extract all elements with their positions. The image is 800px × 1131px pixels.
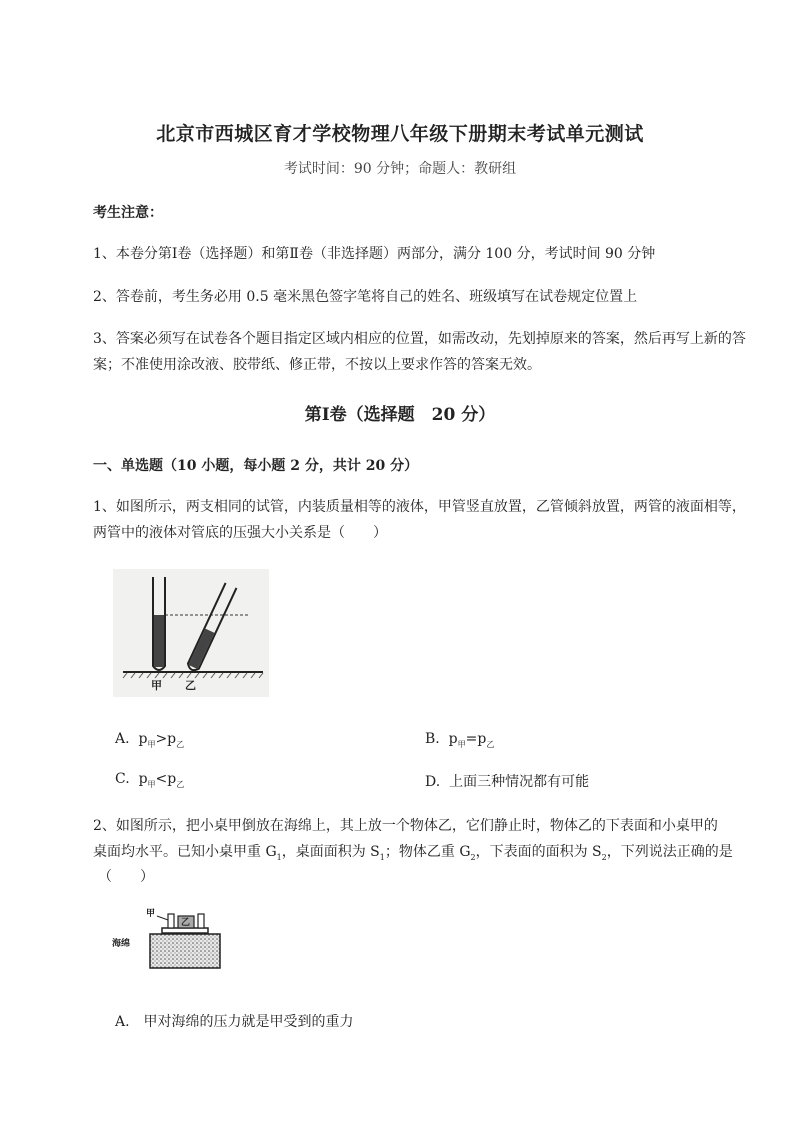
page-title: 北京市西城区育才学校物理八年级下册期末考试单元测试 <box>156 123 644 145</box>
option-c[interactable]: C. $p_甲<p_乙$ <box>115 771 185 789</box>
question-2-line-2: 桌面均水平。已知小桌甲重 $G_1$，桌面面积为 $S_1$；物体乙重 $G_2$，下表面的面积为 $S_2$，下列说法正确的是 <box>93 844 733 862</box>
option-d[interactable]: D. 上面三种情况都有可能 <box>425 774 590 790</box>
question-2-option-a[interactable]: A. 甲对海绵的压力就是甲受到的重力 <box>115 1014 354 1030</box>
notice-item-3: 3、答案必须写在试卷各个题目指定区域内相应的位置，如需改动，先划掉原来的答案，然后再写上新的答案；不准使用涂改液、胶带纸、修正带，不按以上要求作答的答案无效。 <box>93 331 746 373</box>
notice-heading: 考生注意： <box>93 205 163 221</box>
option-a[interactable]: A. $p_甲>p_乙$ <box>115 731 185 749</box>
notice-item-1: 1、本卷分第Ⅰ卷（选择题）和第Ⅱ卷（非选择题）两部分，满分 100 分，考试时间 90 分钟 <box>93 246 656 262</box>
option-b[interactable]: B. $p_甲=p_乙$ <box>425 731 495 749</box>
question-1-stem: 1、如图所示，两支相同的试管，内装质量相等的液体，甲管竖直放置，乙管倾斜放置，两管的液面相等，两管中的液体对管底的压强大小关系是（ ） <box>93 499 746 541</box>
test-tube-figure <box>113 569 269 697</box>
question-2-line-3: （ ） <box>98 869 154 885</box>
notice-item-2: 2、答卷前，考生务必用 0.5 毫米黑色签字笔将自己的姓名、班级填写在试卷规定位置上 <box>93 289 638 305</box>
part-heading: 一、单选题（10 小题，每小题 2 分，共计 20 分） <box>93 458 419 474</box>
figure-label-jia: 甲 <box>151 679 162 692</box>
sponge-figure <box>112 906 232 970</box>
section-title: 第Ⅰ卷（选择题 20 分） <box>304 405 496 425</box>
question-2-line-1: 2、如图所示，把小桌甲倒放在海绵上，其上放一个物体乙，它们静止时，物体乙的下表面和小桌甲的 <box>93 818 718 834</box>
figure-label-sponge: 海绵 <box>112 939 131 949</box>
figure-label-yi: 乙 <box>181 918 191 928</box>
exam-info: 考试时间：90 分钟；命题人：教研组 <box>283 161 517 177</box>
figure-label-yi: 乙 <box>185 679 196 692</box>
figure-label-jia: 甲 <box>146 909 156 919</box>
